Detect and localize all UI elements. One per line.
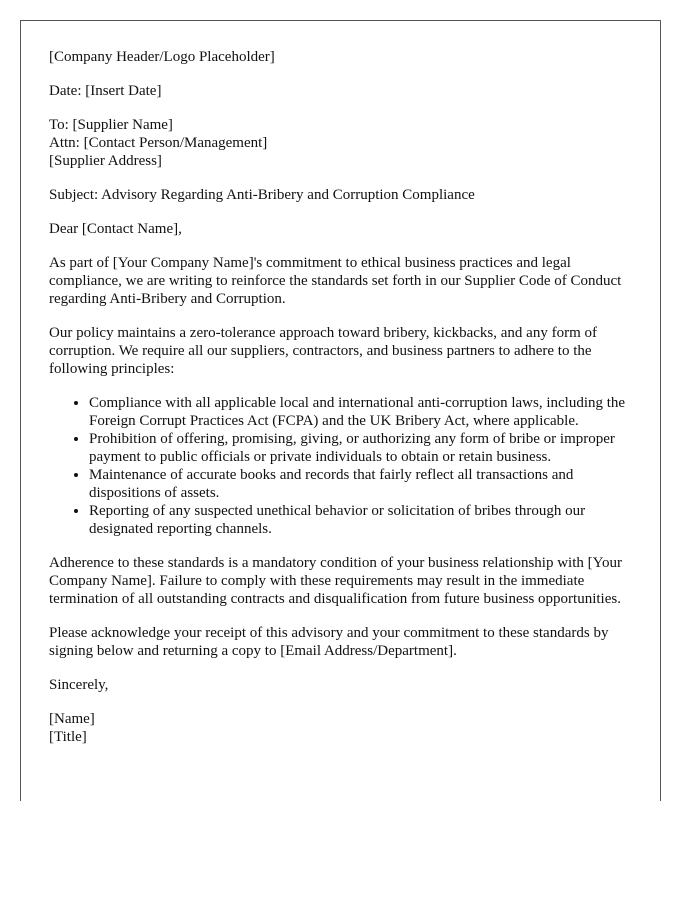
recipient-to: To: [Supplier Name] (49, 117, 173, 133)
list-item: • Prohibition of offering, promising, giving, or authorizing any form of bribe or improper payment to public officials or private individuals to obtain or retain business. (89, 430, 632, 466)
letter-closing: Sincerely, (49, 677, 109, 693)
principles-list (49, 394, 632, 538)
letter-body (21, 21, 660, 746)
signature-block (49, 710, 632, 746)
letter-greeting: Dear [Contact Name], (49, 221, 182, 237)
letter-paragraph-3: Adherence to these standards is a mandatory condition of your business relationship with [Your Company Name]. Failure to comply with these requirements may result in the immediate termination of all outstanding contracts and disqualification from future business opportunities. (49, 555, 622, 607)
list-item: • Compliance with all applicable local and international anti-corruption laws, including the Foreign Corrupt Practices Act (FCPA) and the UK Bribery Act, where applicable. (89, 394, 632, 430)
list-item: • Reporting of any suspected unethical behavior or solicitation of bribes through our designated reporting channels. (89, 502, 632, 538)
letter-paragraph-2: Our policy maintains a zero-tolerance approach toward bribery, kickbacks, and any form of corruption. We require all our suppliers, contractors, and business partners to adhere to the following principles: (49, 325, 597, 377)
recipient-attn: Attn: [Contact Person/Management] (49, 135, 268, 151)
company-header-placeholder: [Company Header/Logo Placeholder] (49, 49, 275, 65)
recipient-address: [Supplier Address] (49, 153, 162, 169)
signature-name: [Name] (49, 711, 95, 727)
letter-page (20, 20, 661, 801)
letter-subject: Subject: Advisory Regarding Anti-Bribery and Corruption Compliance (49, 187, 475, 203)
list-item: • Maintenance of accurate books and records that fairly reflect all transactions and dispositions of assets. (89, 466, 632, 502)
letter-paragraph-1: As part of [Your Company Name]'s commitment to ethical business practices and legal compliance, we are writing to reinforce the standards set forth in our Supplier Code of Conduct regarding Anti-Bribery and Corruption. (49, 255, 622, 307)
signature-title: [Title] (49, 729, 87, 745)
letter-paragraph-4: Please acknowledge your receipt of this advisory and your commitment to these standards by signing below and returning a copy to [Email Address/Department]. (49, 625, 609, 659)
letter-date: Date: [Insert Date] (49, 83, 162, 99)
recipient-block (49, 116, 632, 170)
